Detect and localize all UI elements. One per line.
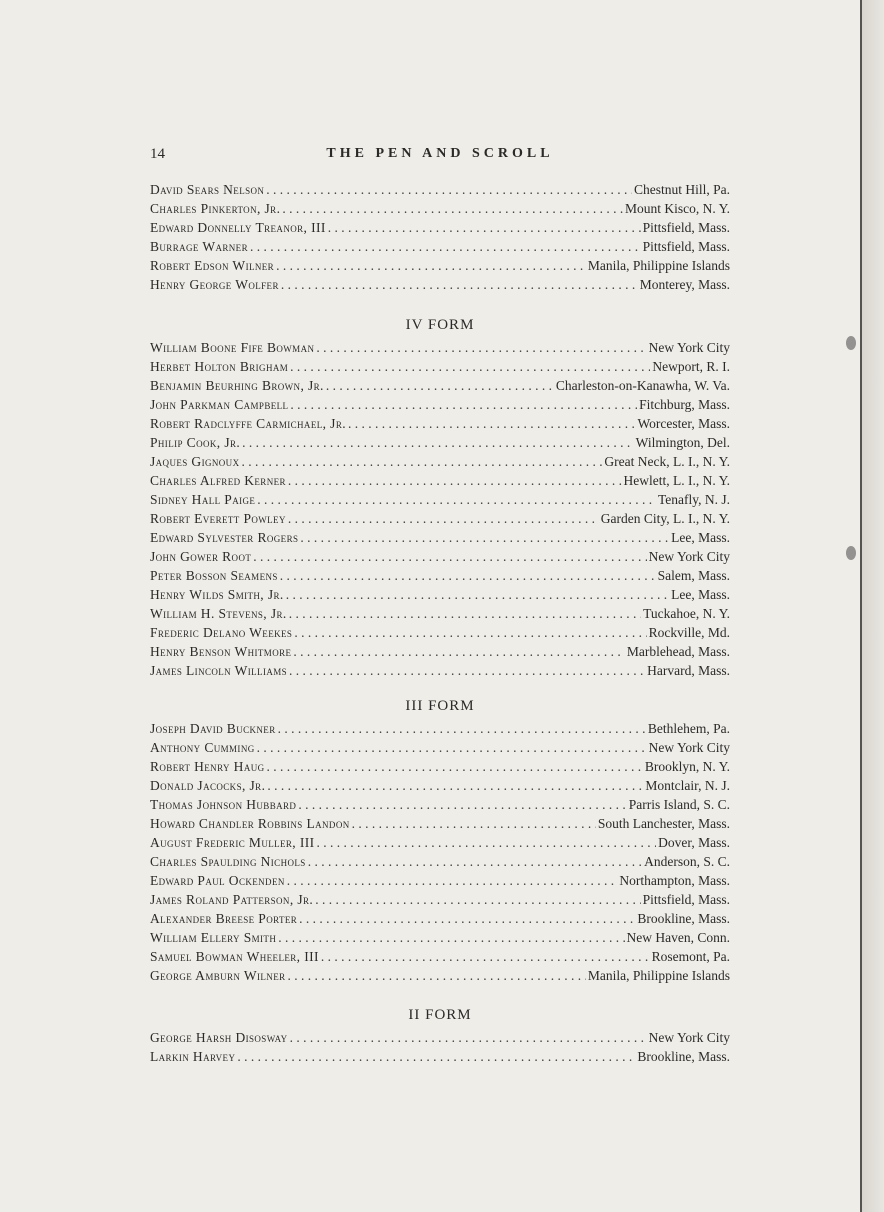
dot-leader <box>290 357 650 376</box>
student-name: Philip Cook, Jr. <box>150 435 241 450</box>
student-name: Charles Alfred Kerner <box>150 473 286 488</box>
hometown: New York City <box>648 1030 730 1045</box>
list-item <box>150 509 730 528</box>
dot-leader <box>278 928 624 947</box>
hometown: Pittsfield, Mass. <box>642 220 730 235</box>
hometown: Wilmington, Del. <box>635 435 730 450</box>
hometown: New York City <box>648 549 730 564</box>
hometown: Parris Island, S. C. <box>628 797 730 812</box>
dot-leader <box>290 395 637 414</box>
hometown: Fitchburg, Mass. <box>639 397 730 412</box>
hometown: Manila, Philippine Islands <box>587 968 730 983</box>
student-name: Henry Wilds Smith, Jr. <box>150 587 284 602</box>
student-name: Herbet Holton Brigham <box>150 359 289 374</box>
list-item <box>150 776 730 795</box>
list-item <box>150 757 730 776</box>
student-name: Benjamin Beurhing Brown, Jr. <box>150 378 324 393</box>
form-heading: III FORM <box>405 698 475 714</box>
student-name: Charles Pinkerton, Jr. <box>150 201 281 216</box>
hometown: Dover, Mass. <box>658 835 730 850</box>
student-name: Larkin Harvey <box>150 1049 236 1064</box>
hometown: Tenafly, N. J. <box>657 492 730 507</box>
student-name: Thomas Johnson Hubbard <box>150 797 297 812</box>
student-name: William Boone Fife Bowman <box>150 340 315 355</box>
student-name: Henry George Wolfer <box>150 277 279 292</box>
dot-leader <box>328 218 641 237</box>
list-item <box>150 604 730 623</box>
page-number: 14 <box>150 146 165 162</box>
list-item <box>150 833 730 852</box>
hometown: Montclair, N. J. <box>645 778 730 793</box>
dot-leader <box>250 237 641 256</box>
list-item <box>150 966 730 985</box>
punch-hole <box>846 336 856 350</box>
list-item <box>150 256 730 275</box>
list-item <box>150 199 730 218</box>
list-item <box>150 814 730 833</box>
hometown: Hewlett, L. I., N. Y. <box>623 473 730 488</box>
list-item <box>150 275 730 294</box>
student-name: James Lincoln Williams <box>150 663 288 678</box>
hometown: Mount Kisco, N. Y. <box>624 201 730 216</box>
student-name: Howard Chandler Robbins Landon <box>150 816 350 831</box>
hometown: Worcester, Mass. <box>637 416 730 431</box>
dot-leader <box>266 180 632 199</box>
dot-leader <box>352 814 596 833</box>
student-name: Edward Paul Ockenden <box>150 873 285 888</box>
hometown: Pittsfield, Mass. <box>642 892 730 907</box>
list-item <box>150 528 730 547</box>
dot-leader <box>288 966 586 985</box>
student-name: Robert Henry Haug <box>150 759 265 774</box>
list-item <box>150 338 730 357</box>
dot-leader <box>348 414 636 433</box>
dot-leader <box>282 199 623 218</box>
student-name: William Ellery Smith <box>150 930 277 945</box>
student-name: James Roland Patterson, Jr. <box>150 892 314 907</box>
dot-leader <box>289 661 645 680</box>
student-name: Alexander Breese Porter <box>150 911 298 926</box>
page-header <box>150 146 730 166</box>
student-name: George Amburn Wilner <box>150 968 286 983</box>
list-item <box>150 237 730 256</box>
hometown: South Lanchester, Mass. <box>597 816 730 831</box>
hometown: Anderson, S. C. <box>644 854 730 869</box>
student-name: William H. Stevens, Jr. <box>150 606 287 621</box>
student-name: David Sears Nelson <box>150 182 265 197</box>
hometown: Rockville, Md. <box>648 625 730 640</box>
list-item <box>150 623 730 642</box>
student-name: Edward Donnelly Treanor, III <box>150 220 326 235</box>
hometown: Harvard, Mass. <box>647 663 730 678</box>
dot-leader <box>237 1047 635 1066</box>
list-item <box>150 395 730 414</box>
list-item <box>150 452 730 471</box>
dot-leader <box>241 452 602 471</box>
list-item <box>150 719 730 738</box>
student-name: Anthony Cumming <box>150 740 255 755</box>
dot-leader <box>242 433 634 452</box>
punch-hole <box>846 546 856 560</box>
hometown: New York City <box>648 740 730 755</box>
hometown: Monterey, Mass. <box>639 277 730 292</box>
hometown: Rosemont, Pa. <box>651 949 730 964</box>
student-name: John Parkman Campbell <box>150 397 289 412</box>
student-name: Edward Sylvester Rogers <box>150 530 299 545</box>
list-item <box>150 890 730 909</box>
student-name: August Frederic Muller, III <box>150 835 315 850</box>
student-name: John Gower Root <box>150 549 252 564</box>
dot-leader <box>278 719 646 738</box>
list-item <box>150 1028 730 1047</box>
hometown: Great Neck, L. I., N. Y. <box>604 454 730 469</box>
dot-leader <box>308 852 642 871</box>
hometown: Newport, R. I. <box>652 359 730 374</box>
student-name: Jaques Gignoux <box>150 454 240 469</box>
student-name: Robert Edson Wilner <box>150 258 275 273</box>
list-item <box>150 909 730 928</box>
hometown: Brookline, Mass. <box>637 911 730 926</box>
hometown: Charleston-on-Kanawha, W. Va. <box>555 378 730 393</box>
dot-leader <box>299 909 635 928</box>
hometown: Bethlehem, Pa. <box>647 721 730 736</box>
dot-leader <box>315 890 640 909</box>
dot-leader <box>280 566 656 585</box>
hometown: New Haven, Conn. <box>626 930 730 945</box>
dot-leader <box>286 585 669 604</box>
list-item <box>150 947 730 966</box>
list-item <box>150 180 730 199</box>
list-item <box>150 490 730 509</box>
list-item <box>150 738 730 757</box>
student-name: Joseph David Buckner <box>150 721 276 736</box>
student-name: Sidney Hall Paige <box>150 492 256 507</box>
hometown: Chestnut Hill, Pa. <box>633 182 730 197</box>
dot-leader <box>267 776 643 795</box>
list-item <box>150 376 730 395</box>
dot-leader <box>326 376 554 395</box>
student-name: Henry Benson Whitmore <box>150 644 292 659</box>
hometown: Garden City, L. I., N. Y. <box>600 511 730 526</box>
dot-leader <box>317 833 657 852</box>
student-name: Charles Spaulding Nichols <box>150 854 306 869</box>
dot-leader <box>287 871 618 890</box>
list-item <box>150 566 730 585</box>
hometown: New York City <box>648 340 730 355</box>
section-continued-list <box>150 180 730 294</box>
dot-leader <box>316 338 646 357</box>
student-name: Samuel Bowman Wheeler, III <box>150 949 319 964</box>
section-iii-form <box>150 695 730 985</box>
student-name: George Harsh Disosway <box>150 1030 288 1045</box>
hometown: Lee, Mass. <box>671 587 730 602</box>
student-name: Burrage Warner <box>150 239 248 254</box>
list-item <box>150 218 730 237</box>
list-item <box>150 928 730 947</box>
list-item <box>150 1047 730 1066</box>
hometown: Manila, Philippine Islands <box>587 258 730 273</box>
dot-leader <box>294 623 646 642</box>
dot-leader <box>300 528 669 547</box>
dot-leader <box>276 256 586 275</box>
hometown: Brooklyn, N. Y. <box>644 759 730 774</box>
student-name: Frederic Delano Weekes <box>150 625 293 640</box>
dot-leader <box>293 642 624 661</box>
section-ii-form <box>150 1004 730 1066</box>
list-item <box>150 661 730 680</box>
list-item <box>150 547 730 566</box>
dot-leader <box>267 757 643 776</box>
student-name: Peter Bosson Seamens <box>150 568 278 583</box>
hometown: Marblehead, Mass. <box>626 644 730 659</box>
student-name: Donald Jacocks, Jr. <box>150 778 266 793</box>
hometown: Lee, Mass. <box>671 530 730 545</box>
dot-leader <box>257 490 656 509</box>
student-name: Robert Everett Powley <box>150 511 286 526</box>
section-iv-form <box>150 314 730 680</box>
page-binding-edge <box>860 0 862 1212</box>
running-title: THE PEN AND SCROLL <box>326 146 554 161</box>
dot-leader <box>288 471 622 490</box>
list-item <box>150 471 730 490</box>
hometown: Tuckahoe, N. Y. <box>643 606 730 621</box>
dot-leader <box>288 509 599 528</box>
list-item <box>150 642 730 661</box>
page-binding-shadow <box>862 0 884 1212</box>
dot-leader <box>289 604 641 623</box>
dot-leader <box>281 275 638 294</box>
list-item <box>150 585 730 604</box>
list-item <box>150 357 730 376</box>
hometown: Northampton, Mass. <box>619 873 730 888</box>
dot-leader <box>290 1028 647 1047</box>
dot-leader <box>257 738 647 757</box>
list-item <box>150 795 730 814</box>
hometown: Salem, Mass. <box>657 568 730 583</box>
hometown: Pittsfield, Mass. <box>642 239 730 254</box>
form-heading: IV FORM <box>405 317 475 333</box>
dot-leader <box>321 947 650 966</box>
dot-leader <box>253 547 646 566</box>
hometown: Brookline, Mass. <box>637 1049 730 1064</box>
student-name: Robert Radclyffe Carmichael, Jr. <box>150 416 347 431</box>
list-item <box>150 414 730 433</box>
dot-leader <box>298 795 626 814</box>
form-heading: II FORM <box>408 1007 472 1023</box>
list-item <box>150 852 730 871</box>
list-item <box>150 433 730 452</box>
list-item <box>150 871 730 890</box>
